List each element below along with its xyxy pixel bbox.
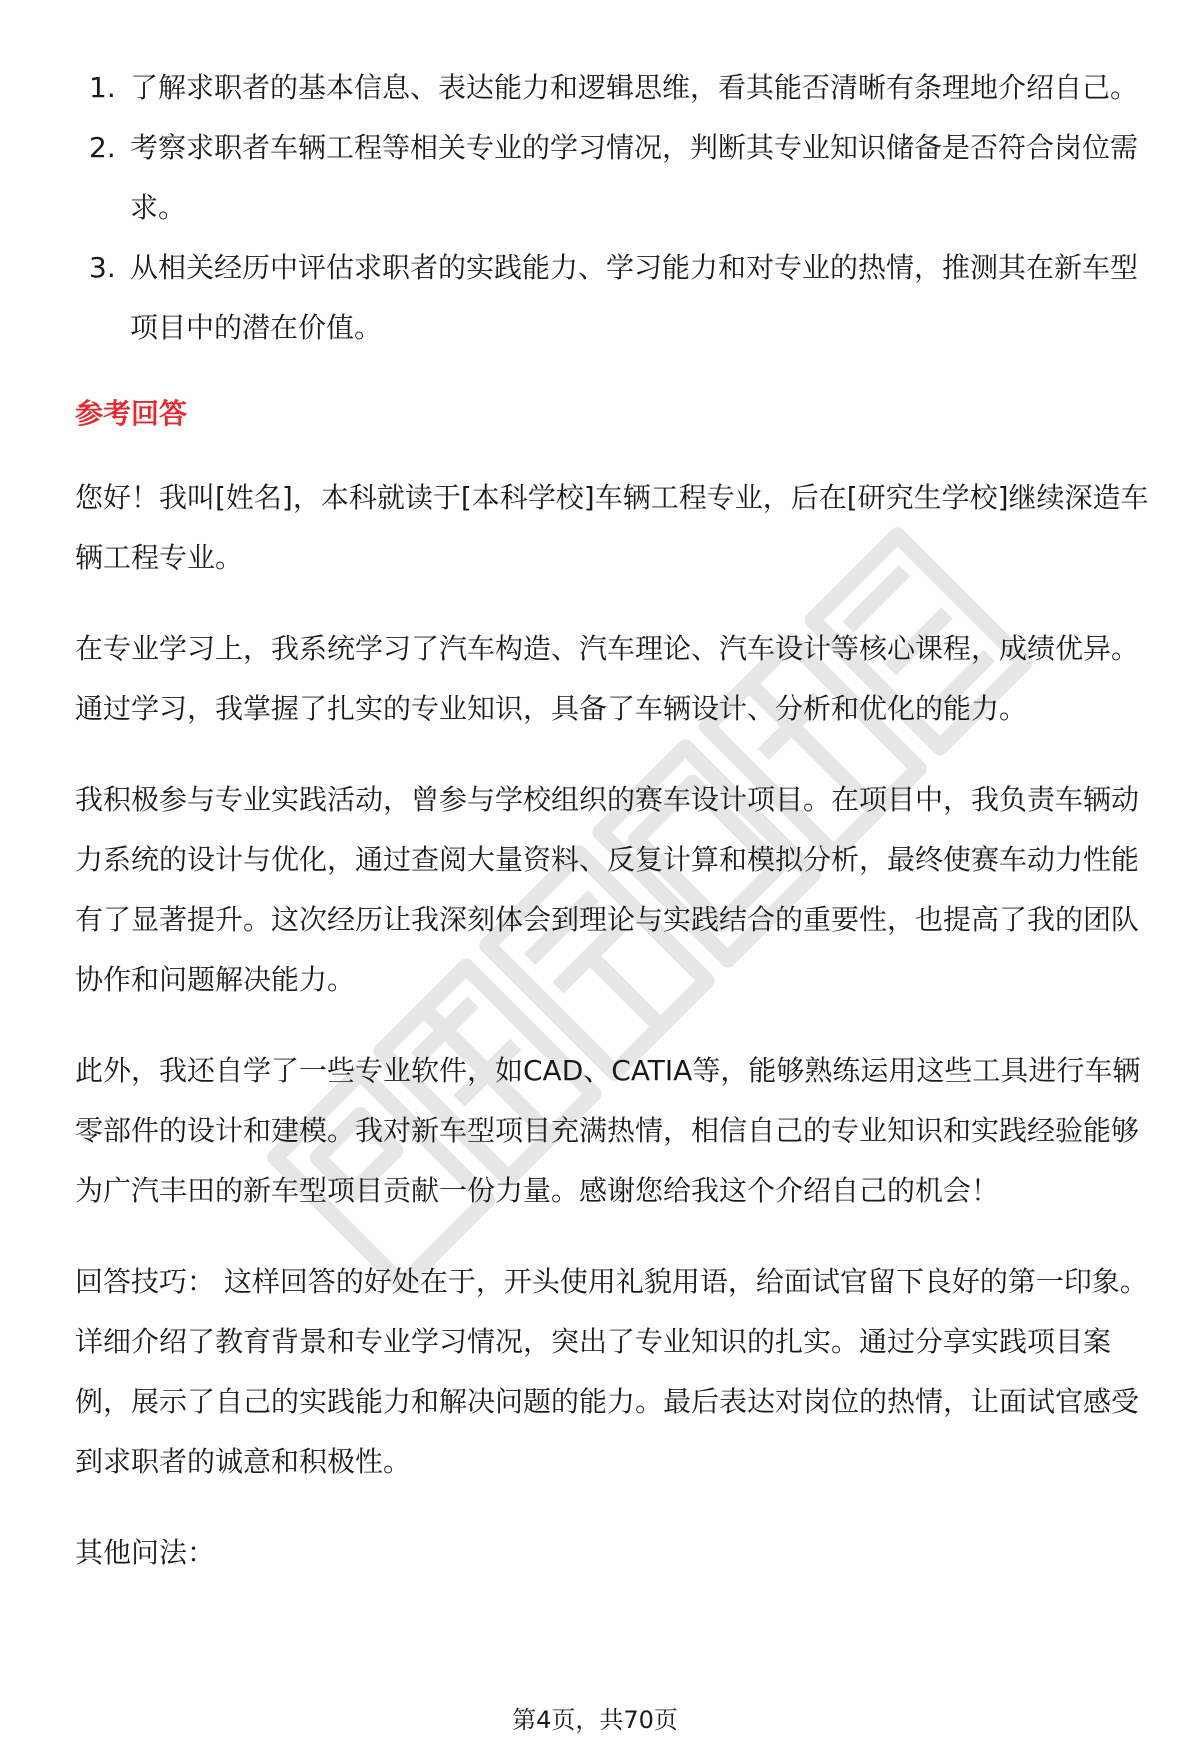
list-item-number: 1. <box>89 71 116 104</box>
page-number-footer: 第4页，共70页 <box>512 1706 678 1734</box>
list-item-text: 考察求职者车辆工程等相关专业的学习情况，判断其专业知识储备是否符合岗位需求。 <box>130 131 1139 224</box>
main-content <box>75 58 1160 1583</box>
other-questions-label: 其他问法： <box>75 1536 216 1569</box>
answer-paragraph: 我积极参与专业实践活动，曾参与学校组织的赛车设计项目。在项目中，我负责车辆动力系统的设计与优化，通过查阅大量资料、反复计算和模拟分析，最终使赛车动力性能有了显著提升。这次经历让我深刻体会到理论与实践结合的重要性，也提高了我的团队协作和问题解决能力。 <box>75 783 1140 996</box>
list-item-number: 3. <box>89 251 116 284</box>
answer-paragraph: 您好！我叫[姓名]，本科就读于[本科学校]车辆工程专业，后在[研究生学校]继续深造车辆工程专业。 <box>75 481 1149 574</box>
list-item-number: 2. <box>89 131 116 164</box>
list-item-text: 从相关经历中评估求职者的实践能力、学习能力和对专业的热情，推测其在新车型项目中的潜在价值。 <box>130 251 1139 344</box>
list-item-text: 了解求职者的基本信息、表达能力和逻辑思维，看其能否清晰有条理地介绍自己。 <box>130 71 1139 104</box>
numbered-list <box>75 58 1160 358</box>
list-item <box>75 58 1160 118</box>
list-item <box>75 238 1160 358</box>
tips-paragraph: 回答技巧： 这样回答的好处在于，开头使用礼貌用语，给面试官留下良好的第一印象。详细介绍了教育背景和专业学习情况，突出了专业知识的扎实。通过分享实践项目案例，展示了自己的实践能力和解决问题的能力。最后表达对岗位的热情，让面试官感受到求职者的诚意和积极性。 <box>75 1265 1148 1478</box>
answer-paragraph: 此外，我还自学了一些专业软件，如CAD、CATIA等，能够熟练运用这些工具进行车辆零部件的设计和建模。我对新车型项目充满热情，相信自己的专业知识和实践经验能够为广汽丰田的新车型项目贡献一份力量。感谢您给我这个介绍自己的机会！ <box>75 1054 1141 1207</box>
answer-paragraph: 在专业学习上，我系统学习了汽车构造、汽车理论、汽车设计等核心课程，成绩优异。通过学习，我掌握了扎实的专业知识，具备了车辆设计、分析和优化的能力。 <box>75 632 1140 725</box>
section-heading: 参考回答 <box>75 397 188 430</box>
list-item <box>75 118 1160 238</box>
